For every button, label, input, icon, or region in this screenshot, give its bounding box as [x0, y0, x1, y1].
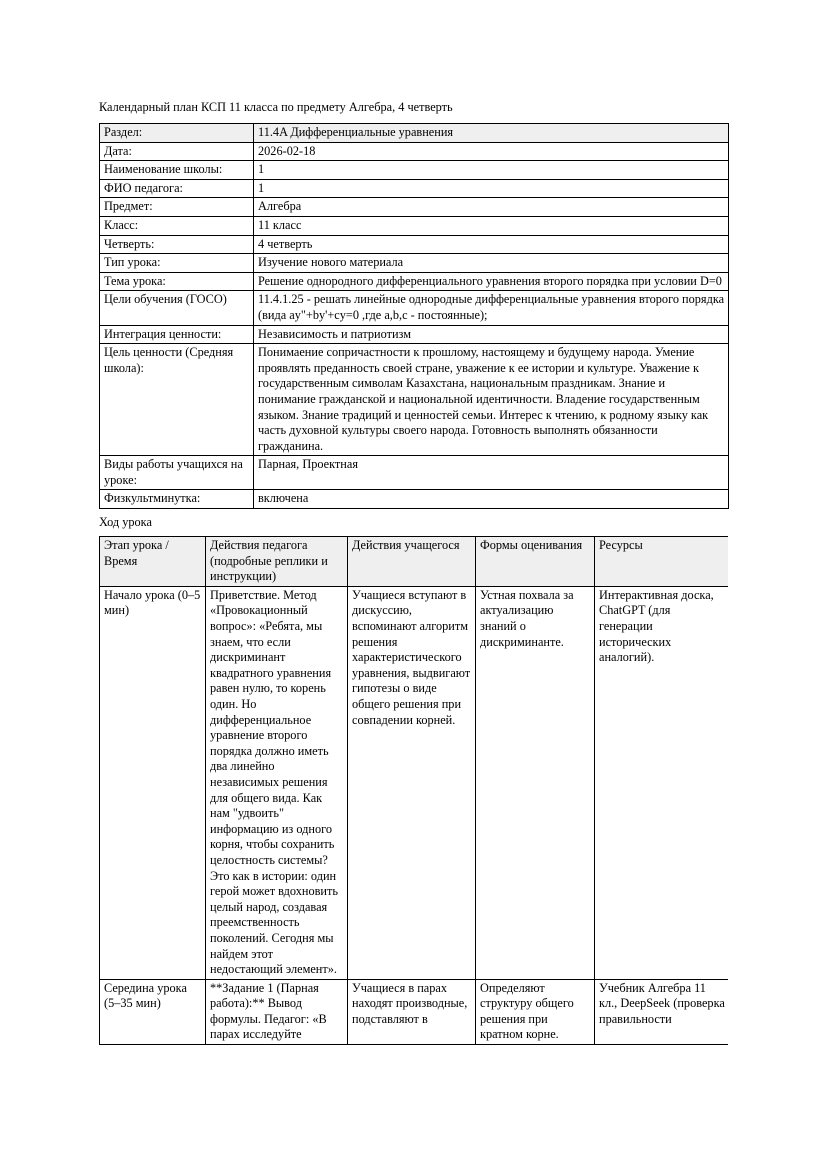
info-value: 11.4.1.25 - решать линейные однородные дифференциальные уравнения второго порядка (вида ay"+by'+cy=0 ,где a,b,c - постоянные); — [254, 291, 729, 325]
resources-cell: Интерактивная доска, ChatGPT (для генерации исторических аналогий). — [595, 586, 729, 979]
lesson-flow-heading: Ход урока — [99, 515, 152, 530]
info-value: 11 класс — [254, 216, 729, 235]
table-row — [100, 161, 729, 180]
info-label: Интеграция ценности: — [100, 325, 254, 344]
column-header-assessment: Формы оценивания — [476, 537, 595, 587]
page-content — [99, 99, 728, 1080]
info-value: Изучение нового материала — [254, 254, 729, 273]
info-value: 11.4A Дифференциальные уравнения — [254, 124, 729, 143]
info-value: Решение однородного дифференциального уравнения второго порядка при условии D=0 — [254, 272, 729, 291]
info-value: 4 четверть — [254, 235, 729, 254]
table-row — [100, 142, 729, 161]
info-value: Независимость и патриотизм — [254, 325, 729, 344]
table-row — [100, 344, 729, 456]
info-value: 2026-02-18 — [254, 142, 729, 161]
info-label: Дата: — [100, 142, 254, 161]
info-value: 1 — [254, 161, 729, 180]
info-label: Цель ценности (Средняя школа): — [100, 344, 254, 456]
info-label: Цели обучения (ГОСО) — [100, 291, 254, 325]
info-value: Парная, Проектная — [254, 456, 729, 490]
table-row — [100, 124, 729, 143]
table-row — [100, 586, 729, 979]
info-label: ФИО педагога: — [100, 179, 254, 198]
lesson-info-body — [100, 124, 729, 509]
teacher-actions-cell: Приветствие. Метод «Провокационный вопрос»: «Ребята, мы знаем, что если дискриминант квадратного уравнения равен нулю, то корень один. Но дифференциальное уравнение второго порядка должно иметь два линейно независимых решения для общего вида. Как нам "удвоить" информацию из одного корня, чтобы сохранить целостность системы? Это как в истории: один герой может вдохновить целый народ, создавая преемственность поколений. Сегодня мы найдем этот недостающий элемент». — [206, 586, 348, 979]
assessment-cell: Определяют структуру общего решения при кратном корне. — [476, 979, 595, 1044]
info-value: Понимаение сопричастности к прошлому, настоящему и будущему народа. Умение проявлять преданность своей стране, уважение к ее истории и культуре. Уважение к государственным символам Казахстана, национальным праздникам. Знание и понимание гражданской и национальной идентичности. Владение государственным языком. Знание традиций и ценностей семьи. Интерес к чтению, к родному языку как часть духовной культуры своего народа. Готовность выполнять обязанности гражданина. — [254, 344, 729, 456]
lesson-flow-table-viewport — [99, 536, 728, 1080]
table-row — [100, 198, 729, 217]
info-value: 1 — [254, 179, 729, 198]
resources-cell: Учебник Алгебра 11 кл., DeepSeek (проверка правильности — [595, 979, 729, 1044]
info-label: Класс: — [100, 216, 254, 235]
student-actions-cell: Учащиеся вступают в дискуссию, вспоминают алгоритм решения характеристического уравнения, выдвигают гипотезы о виде общего решения при совпадении корней. — [348, 586, 476, 979]
stage-cell: Середина урока (5–35 мин) — [100, 979, 206, 1044]
table-header-row — [100, 537, 729, 587]
info-value: Алгебра — [254, 198, 729, 217]
table-row — [100, 979, 729, 1044]
info-label: Физкультминутка: — [100, 490, 254, 509]
lesson-flow-table — [99, 536, 728, 1045]
info-label: Предмет: — [100, 198, 254, 217]
column-header-student-actions: Действия учащегося — [348, 537, 476, 587]
info-label: Виды работы учащихся на уроке: — [100, 456, 254, 490]
table-row — [100, 272, 729, 291]
table-row — [100, 216, 729, 235]
column-header-resources: Ресурсы — [595, 537, 729, 587]
column-header-stage: Этап урока / Время — [100, 537, 206, 587]
lesson-flow-body — [100, 586, 729, 1044]
info-label: Тема урока: — [100, 272, 254, 291]
info-label: Четверть: — [100, 235, 254, 254]
teacher-actions-cell: **Задание 1 (Парная работа):** Вывод формулы. Педагог: «В парах исследуйте — [206, 979, 348, 1044]
lesson-info-table — [99, 123, 729, 509]
table-row — [100, 291, 729, 325]
table-row — [100, 179, 729, 198]
assessment-cell: Устная похвала за актуализацию знаний о дискриминанте. — [476, 586, 595, 979]
table-row — [100, 325, 729, 344]
info-value: включена — [254, 490, 729, 509]
table-row — [100, 254, 729, 273]
page-title: Календарный план КСП 11 класса по предмету Алгебра, 4 четверть — [99, 100, 453, 114]
info-label: Тип урока: — [100, 254, 254, 273]
stage-cell: Начало урока (0–5 мин) — [100, 586, 206, 979]
table-row — [100, 456, 729, 490]
table-row — [100, 490, 729, 509]
table-row — [100, 235, 729, 254]
student-actions-cell: Учащиеся в парах находят производные, подставляют в — [348, 979, 476, 1044]
lesson-flow-head — [100, 537, 729, 587]
info-label: Наименование школы: — [100, 161, 254, 180]
column-header-teacher-actions: Действия педагога (подробные реплики и инструкции) — [206, 537, 348, 587]
info-label: Раздел: — [100, 124, 254, 143]
